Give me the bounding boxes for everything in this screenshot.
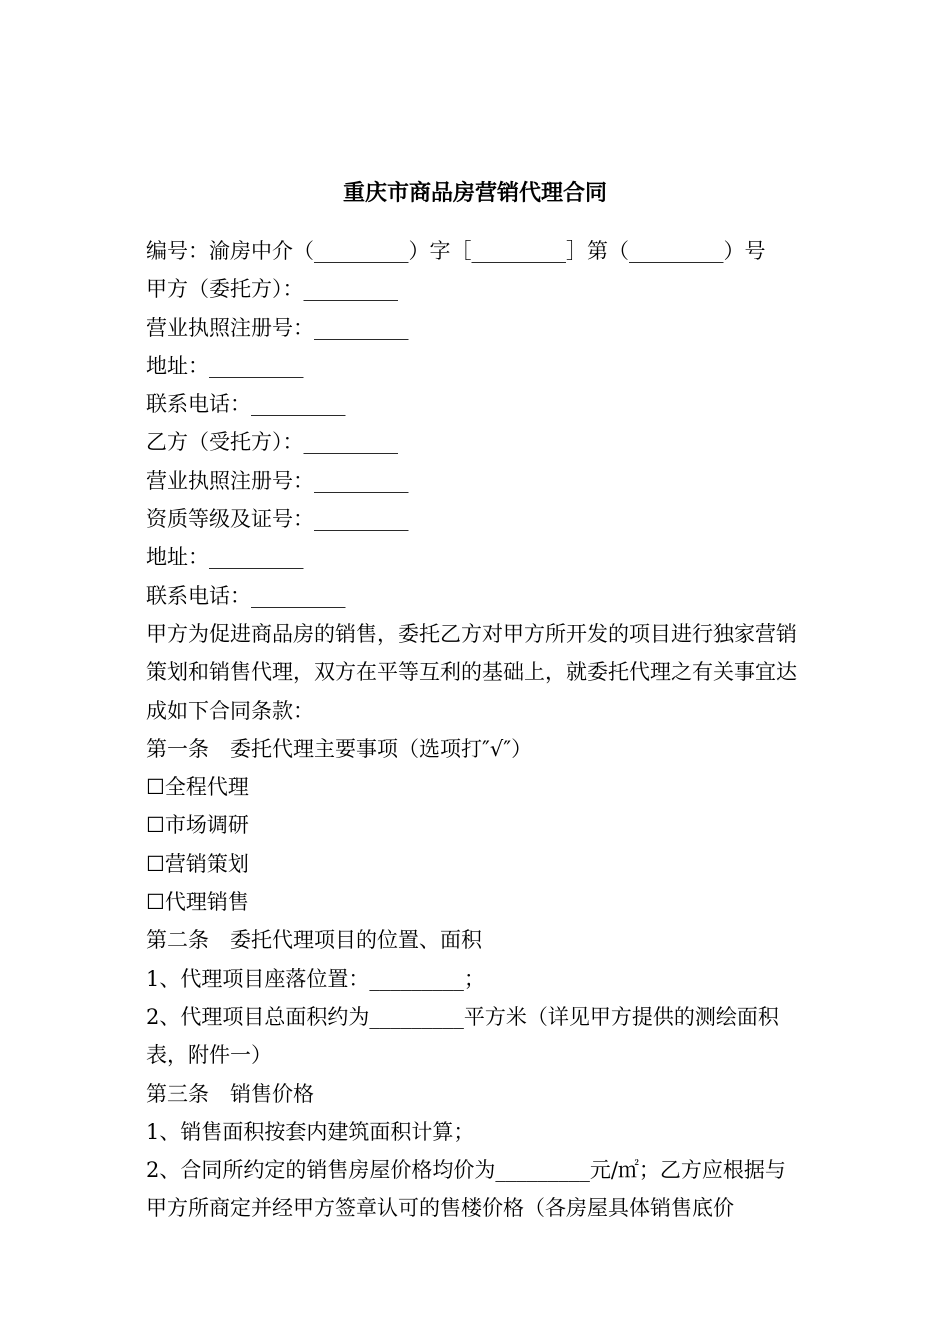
option-marketing-planning: ☐营销策划 (146, 851, 249, 876)
party-b-phone-line: 联系电话：_________ (146, 583, 346, 608)
option-market-research: ☐市场调研 (146, 813, 249, 838)
article-3-item-2: 2、合同所约定的销售房屋价格均价为_________元/㎡；乙方应根据与甲方所商定并经甲方签章认可的售楼价格（各房屋具体销售底价 (146, 1158, 786, 1221)
document-body (146, 232, 806, 1228)
party-a-address-line: 地址：_________ (146, 353, 304, 378)
party-a-phone-line: 联系电话：_________ (146, 392, 346, 417)
article-2-heading: 第二条 委托代理项目的位置、面积 (146, 928, 482, 953)
option-sales-agency: ☐代理销售 (146, 890, 249, 915)
article-3-item-1: 1、销售面积按套内建筑面积计算； (146, 1119, 475, 1144)
party-b-license-line: 营业执照注册号：_________ (146, 468, 409, 493)
article-2-item-2: 2、代理项目总面积约为_________平方米（详见甲方提供的测绘面积表，附件一） (146, 1004, 779, 1068)
party-b-qualification-line: 资质等级及证号：_________ (146, 507, 409, 532)
intro-paragraph: 甲方为促进商品房的销售，委托乙方对甲方所开发的项目进行独家营销策划和销售代理，双方在平等互利的基础上，就委托代理之有关事宜达成如下合同条款： (146, 621, 797, 723)
party-a-license-line: 营业执照注册号：_________ (146, 315, 409, 340)
option-full-agency: ☐全程代理 (146, 775, 249, 800)
article-2-item-1: 1、代理项目座落位置：_________； (146, 966, 485, 991)
article-3-heading: 第三条 销售价格 (146, 1081, 314, 1106)
document-title: 重庆市商品房营销代理合同 (342, 180, 607, 206)
contract-number-line: 编号：渝房中介（_________）字［_________］第（_________）号 (146, 239, 766, 263)
party-b-line: 乙方（受托方）：_________ (146, 430, 398, 455)
party-b-address-line: 地址：_________ (146, 545, 304, 570)
article-1-heading: 第一条 委托代理主要事项（选项打″√″） (146, 736, 533, 761)
party-a-line: 甲方（委托方）：_________ (146, 277, 398, 302)
